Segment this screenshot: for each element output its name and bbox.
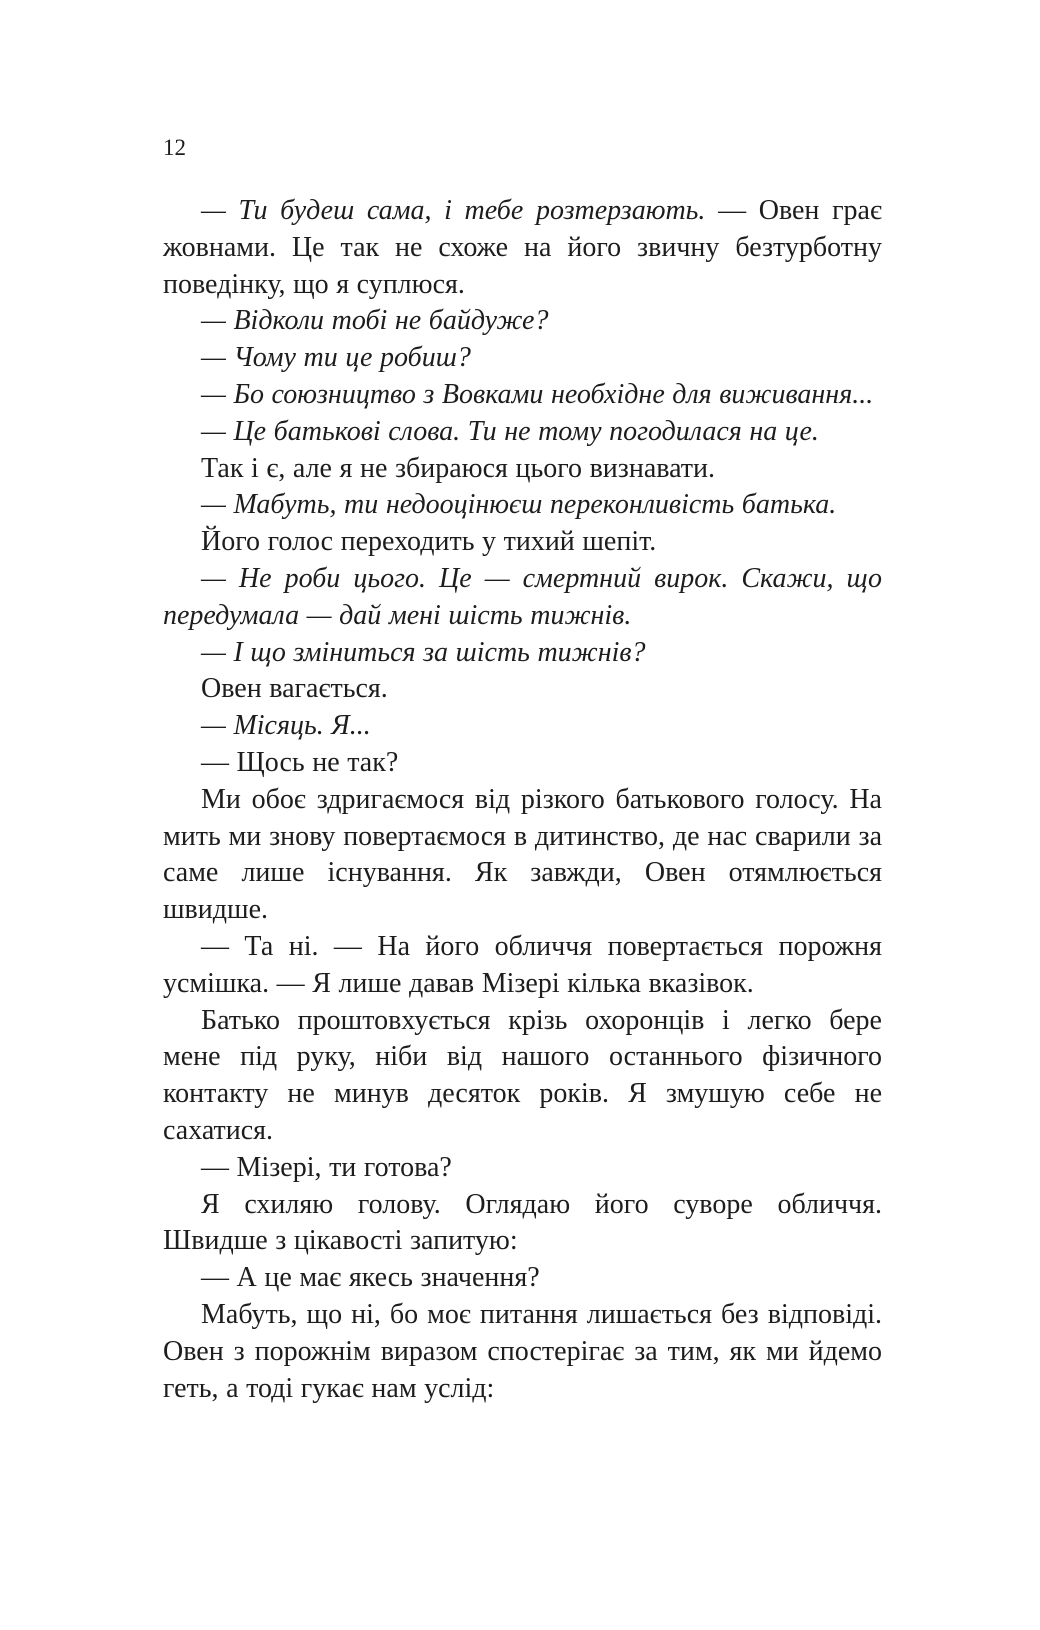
paragraph: [163, 1297, 882, 1407]
paragraph: [163, 1260, 882, 1297]
dialogue-italic-text: — Бо союзництво з Вовками необхідне для виживання...: [201, 378, 874, 410]
paragraph: [163, 303, 882, 340]
dialogue-italic-text: — Місяць. Я...: [201, 710, 371, 742]
paragraph: [163, 524, 882, 561]
paragraph: [163, 929, 882, 1003]
paragraph: [163, 708, 882, 745]
narrative-text: Я схиляю голову. Оглядаю його суворе обличчя. Швидше з цікавості запитую:: [163, 1188, 882, 1257]
page-number: 12: [163, 135, 186, 160]
paragraph: [163, 340, 882, 377]
paragraph: [163, 193, 882, 303]
narrative-text: Його голос переходить у тихий шепіт.: [201, 526, 657, 558]
dialogue-italic-text: — Чому ти це робиш?: [201, 342, 471, 374]
paragraph: [163, 782, 882, 929]
paragraph: [163, 671, 882, 708]
narrative-text: — Та ні. — На його обличчя повертається порожня усмішка. — Я лише давав Мізері кілька вказівок.: [163, 930, 882, 999]
narrative-text: — Овен грає жовнами. Це так не схоже на його звичну безтурботну поведінку, що я суплюся.: [163, 195, 882, 300]
paragraph: [163, 451, 882, 488]
dialogue-italic-text: — Не роби цього. Це — смертний вирок. Скажи, що передумала — дай мені шість тижнів.: [163, 562, 882, 631]
paragraph: [163, 561, 882, 635]
text-block: [163, 193, 882, 1407]
paragraph: [163, 487, 882, 524]
paragraph: [163, 745, 882, 782]
paragraph: [163, 1150, 882, 1187]
narrative-text: Так і є, але я не збираюся цього визнавати.: [201, 452, 716, 484]
paragraph: [163, 635, 882, 672]
narrative-text: Батько проштовхується крізь охоронців і легко бере мене під руку, ніби від нашого останнього фізичного контакту не минув десяток років. Я змушую себе не сахатися.: [163, 1004, 882, 1146]
narrative-text: Мабуть, що ні, бо моє питання лишається без відповіді. Овен з порожнім виразом спостерігає за тим, як ми йдемо геть, а тоді гукає нам услід:: [163, 1298, 882, 1404]
dialogue-italic-text: — Мабуть, ти недооцінюєш переконливість батька.: [201, 489, 837, 521]
dialogue-italic-text: — Це батькові слова. Ти не тому погодилася на це.: [201, 415, 819, 447]
paragraph: [163, 414, 882, 451]
narrative-text: Ми обоє здригаємося від різкого батькового голосу. На мить ми знову повертаємося в дитинство, де нас сварили за саме лише існування. Як завжди, Овен отямлюється швидше.: [163, 783, 882, 926]
paragraph: [163, 377, 882, 414]
paragraph: [163, 1187, 882, 1261]
dialogue-italic-text: — Відколи тобі не байдуже?: [201, 305, 549, 337]
narrative-text: — А це має якесь значення?: [201, 1262, 540, 1294]
narrative-text: — Мізері, ти готова?: [201, 1151, 452, 1183]
narrative-text: Овен вагається.: [201, 673, 388, 705]
narrative-text: — Щось не так?: [201, 746, 399, 778]
paragraph: [163, 1003, 882, 1150]
dialogue-italic-text: — Ти будеш сама, і тебе розтерзають.: [201, 195, 719, 226]
dialogue-italic-text: — І що зміниться за шість тижнів?: [201, 636, 646, 668]
